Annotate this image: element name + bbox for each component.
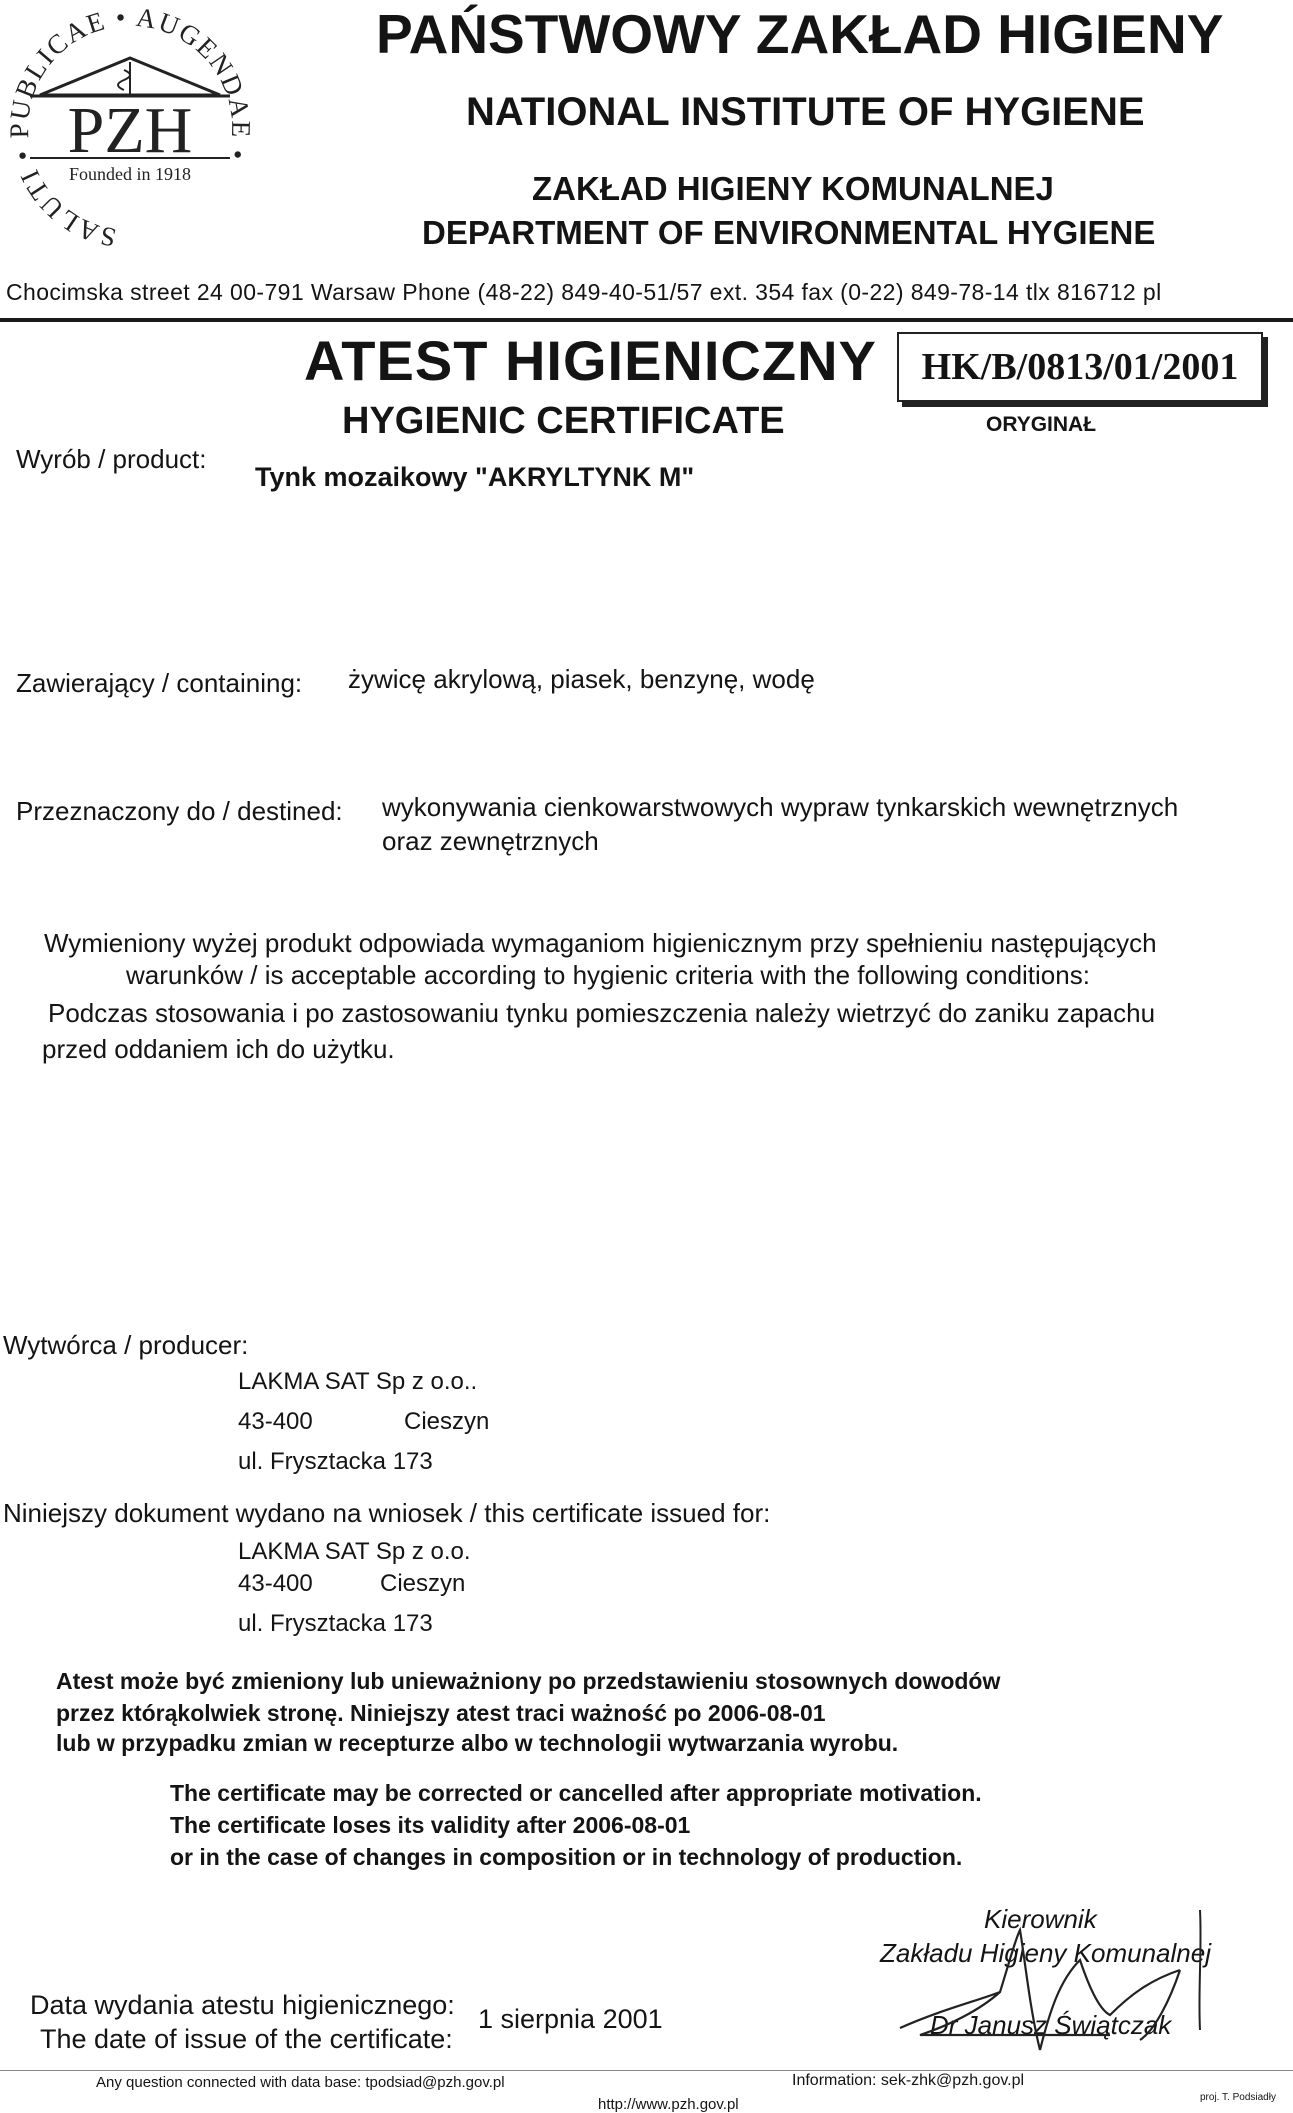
institute-name-pl: PAŃSTWOWY ZAKŁAD HIGIENY [376, 3, 1224, 65]
issued-for-postcode: 43-400 [238, 1570, 313, 1597]
validity-pl-line-1: Atest może być zmieniony lub unieważniony po przedstawieniu stosownych dowodów [56, 1668, 1001, 1694]
validity-pl-line-2: przez którąkolwiek stronę. Niniejszy atest traci ważność po 2006-08-01 [56, 1700, 826, 1726]
signatory-line-3: Dr Janusz Świątczak [930, 2010, 1172, 2040]
destined-label: Przeznaczony do / destined: [16, 796, 343, 826]
footer-url: http://www.pzh.gov.pl [598, 2096, 739, 2113]
department-name-en: DEPARTMENT OF ENVIRONMENTAL HYGIENE [422, 214, 1156, 251]
certificate-title-en: HYGIENIC CERTIFICATE [342, 400, 785, 442]
issue-date-label-pl: Data wydania atestu higienicznego: [30, 1990, 455, 2020]
product-label: Wyrób / product: [16, 444, 207, 474]
producer-city: Cieszyn [404, 1408, 490, 1435]
containing-label: Zawierający / containing: [16, 668, 303, 698]
issue-date-value: 1 sierpnia 2001 [478, 2004, 663, 2034]
footer-divider [0, 2070, 1293, 2071]
issued-for-name: LAKMA SAT Sp z o.o. [238, 1538, 471, 1565]
issued-for-street: ul. Frysztacka 173 [238, 1610, 433, 1637]
department-name-pl: ZAKŁAD HIGIENY KOMUNALNEJ [532, 170, 1054, 207]
certificate-title-pl: ATEST HIGIENICZNY [304, 329, 877, 392]
footer-question: Any question connected with data base: tpodsiad@pzh.gov.pl [96, 2074, 505, 2091]
pzh-logo [0, 0, 260, 270]
producer-label: Wytwórca / producer: [3, 1330, 249, 1360]
header-divider [0, 318, 1293, 322]
certificate-number: HK/B/0813/01/2001 [897, 332, 1263, 402]
institute-address: Chocimska street 24 00-791 Warsaw Phone (48-22) 849-40-51/57 ext. 354 fax (0-22) 849-78-14 tlx 816712 pl [6, 279, 1162, 305]
destined-line-1: wykonywania cienkowarstwowych wypraw tynkarskich wewnętrznych [382, 792, 1179, 822]
conditions-line-1: Wymieniony wyżej produkt odpowiada wymaganiom higienicznym przy spełnieniu następujących [44, 928, 1157, 958]
issued-for-label: Niniejszy dokument wydano na wniosek / this certificate issued for: [3, 1498, 771, 1528]
validity-pl-line-3: lub w przypadku zmian w recepturze albo w technologii wytwarzania wyrobu. [56, 1730, 899, 1756]
validity-en-line-2: The certificate loses its validity after 2006-08-01 [170, 1812, 691, 1838]
product-value: Tynk mozaikowy "AKRYLTYNK M" [255, 462, 695, 492]
svg-text:SALUTI • PUBLICAE • AUGENDAE •: SALUTI • PUBLICAE • AUGENDAE • [3, 1, 257, 254]
handwritten-signature [880, 1900, 1260, 2070]
signatory-line-1: Kierownik [984, 1904, 1097, 1934]
containing-value: żywicę akrylową, piasek, benzynę, wodę [348, 664, 815, 694]
footer-designer: proj. T. Podsiadły [1200, 2092, 1276, 2103]
logo-abbr: PZH [67, 94, 193, 167]
validity-en-line-1: The certificate may be corrected or cancelled after appropriate motivation. [170, 1780, 982, 1806]
conditions-line-4: przed oddaniem ich do użytku. [42, 1034, 395, 1064]
institute-name-en: NATIONAL INSTITUTE OF HYGIENE [466, 90, 1145, 134]
signatory-line-2: Zakładu Higieny Komunalnej [880, 1938, 1211, 1968]
producer-name: LAKMA SAT Sp z o.o.. [238, 1368, 478, 1395]
certificate-status: ORYGINAŁ [986, 413, 1097, 436]
logo-founded: Founded in 1918 [68, 164, 192, 184]
conditions-line-3: Podczas stosowania i po zastosowaniu tynku pomieszczenia należy wietrzyć do zaniku zapachu [48, 998, 1156, 1028]
producer-postcode: 43-400 [238, 1408, 313, 1435]
footer-info: Information: sek-zhk@pzh.gov.pl [792, 2072, 1025, 2089]
issued-for-city: Cieszyn [380, 1570, 466, 1597]
validity-en-line-3: or in the case of changes in composition or in technology of production. [170, 1844, 963, 1870]
conditions-line-2: warunków / is acceptable according to hygienic criteria with the following conditions: [126, 960, 1090, 990]
destined-line-2: oraz zewnętrznych [382, 826, 599, 856]
producer-street: ul. Frysztacka 173 [238, 1448, 433, 1475]
issue-date-label-en: The date of issue of the certificate: [40, 2024, 453, 2054]
